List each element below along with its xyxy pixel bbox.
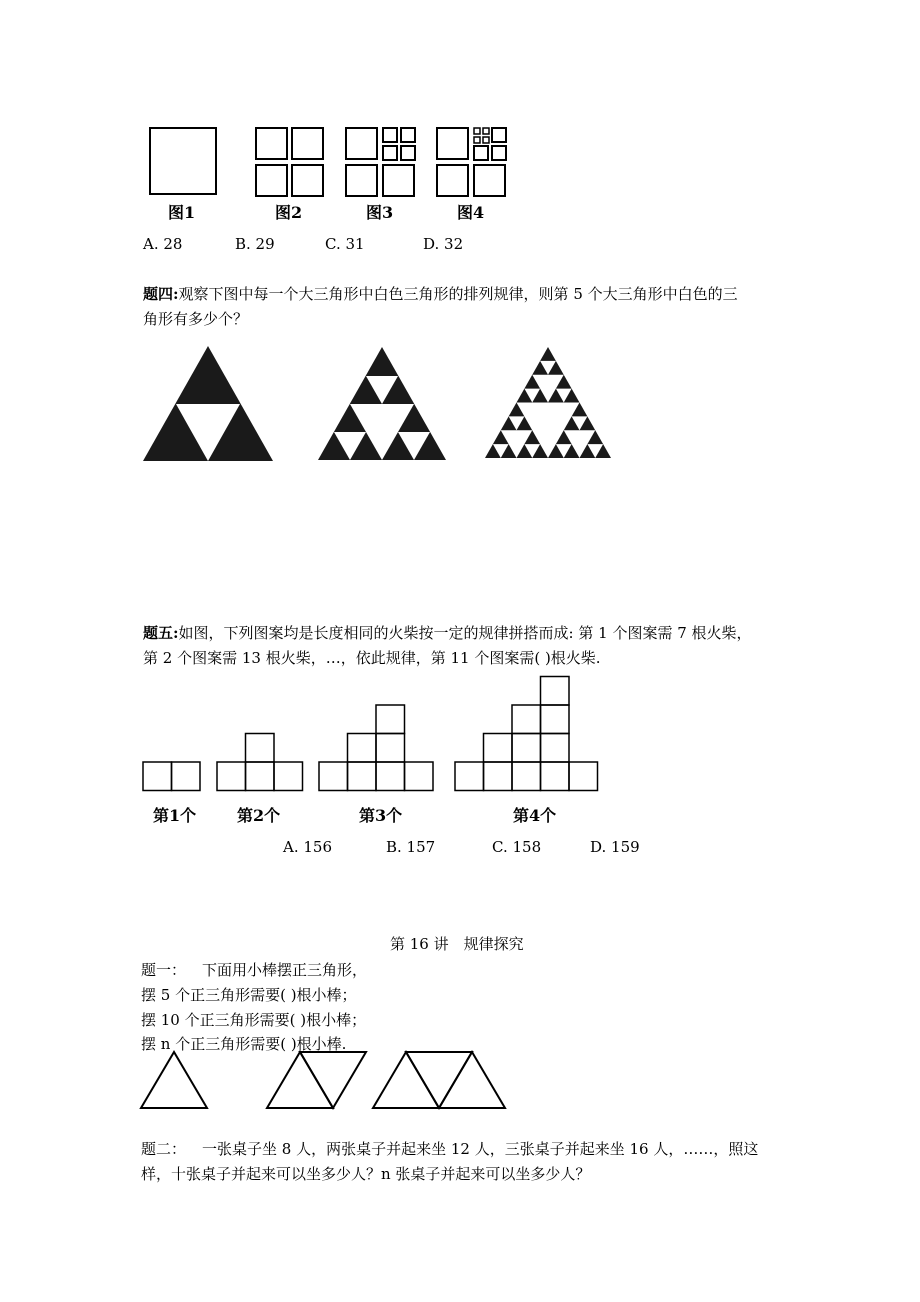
q5-fig-label-3: 第3个: [359, 806, 403, 825]
q5-option-b[interactable]: B. 157: [386, 838, 436, 856]
q3-option-a[interactable]: A. 28: [143, 235, 183, 253]
q4-title: 题四:: [143, 285, 179, 303]
q5-option-d[interactable]: D. 159: [590, 838, 640, 856]
lecture-q1-title: 题一：: [141, 961, 187, 979]
lecture-q1-line-2: 摆 5 个正三角形需要( )根小棒；: [141, 986, 357, 1004]
q3-option-b[interactable]: B. 29: [235, 235, 275, 253]
lecture-q2-line-1: [141, 1137, 758, 1161]
lecture-q2-line-2: 样，十张桌子并起来可以坐多少人？n 张桌子并起来可以坐多少人？: [141, 1165, 591, 1183]
lecture-q1-text-4: 摆 n 个正三角形需要( )根小棒.: [141, 1035, 347, 1053]
q3-option-c[interactable]: C. 31: [325, 235, 365, 253]
lecture-heading: 第 16 讲 规律探究: [390, 935, 524, 953]
fig-label-2: 图2: [275, 203, 303, 222]
q4-text-1: 观察下图中每一个大三角形中白色三角形的排列规律，则第 5 个大三角形中白色的三: [178, 285, 738, 303]
q5-fig-label-2: 第2个: [237, 806, 281, 825]
fig-label-4: 图4: [457, 203, 485, 222]
q5-option-a[interactable]: A. 156: [283, 838, 332, 856]
q5-title: 题五:: [143, 624, 179, 642]
lecture-q1-line-3: 摆 10 个正三角形需要( )根小棒；: [141, 1011, 367, 1029]
lecture-q2-title: 题二：: [141, 1140, 187, 1158]
q5-option-c[interactable]: C. 158: [492, 838, 542, 856]
q5-text-1: 如图，下列图案均是长度相同的火柴按一定的规律拼搭而成: 第 1 个图案需 7 根火柴，: [178, 624, 752, 642]
lecture-q2-text-1: 一张桌子坐 8 人，两张桌子并起来坐 12 人，三张桌子并起来坐 16 人，……，照这: [202, 1140, 759, 1158]
lecture-q1-text-1: 下面用小棒摆正三角形，: [202, 961, 368, 979]
q5-line-2: 第 2 个图案需 13 根火柴，…，依此规律，第 11 个图案需( )根火柴.: [143, 649, 601, 667]
q5-fig-label-1: 第1个: [153, 806, 197, 825]
q4-line-2: 角形有多少个？: [143, 310, 249, 328]
fig-label-1: 图1: [168, 203, 196, 222]
q5-fig-label-4: 第4个: [513, 806, 557, 825]
q3-option-d[interactable]: D. 32: [423, 235, 464, 253]
fig-label-3: 图3: [366, 203, 394, 222]
